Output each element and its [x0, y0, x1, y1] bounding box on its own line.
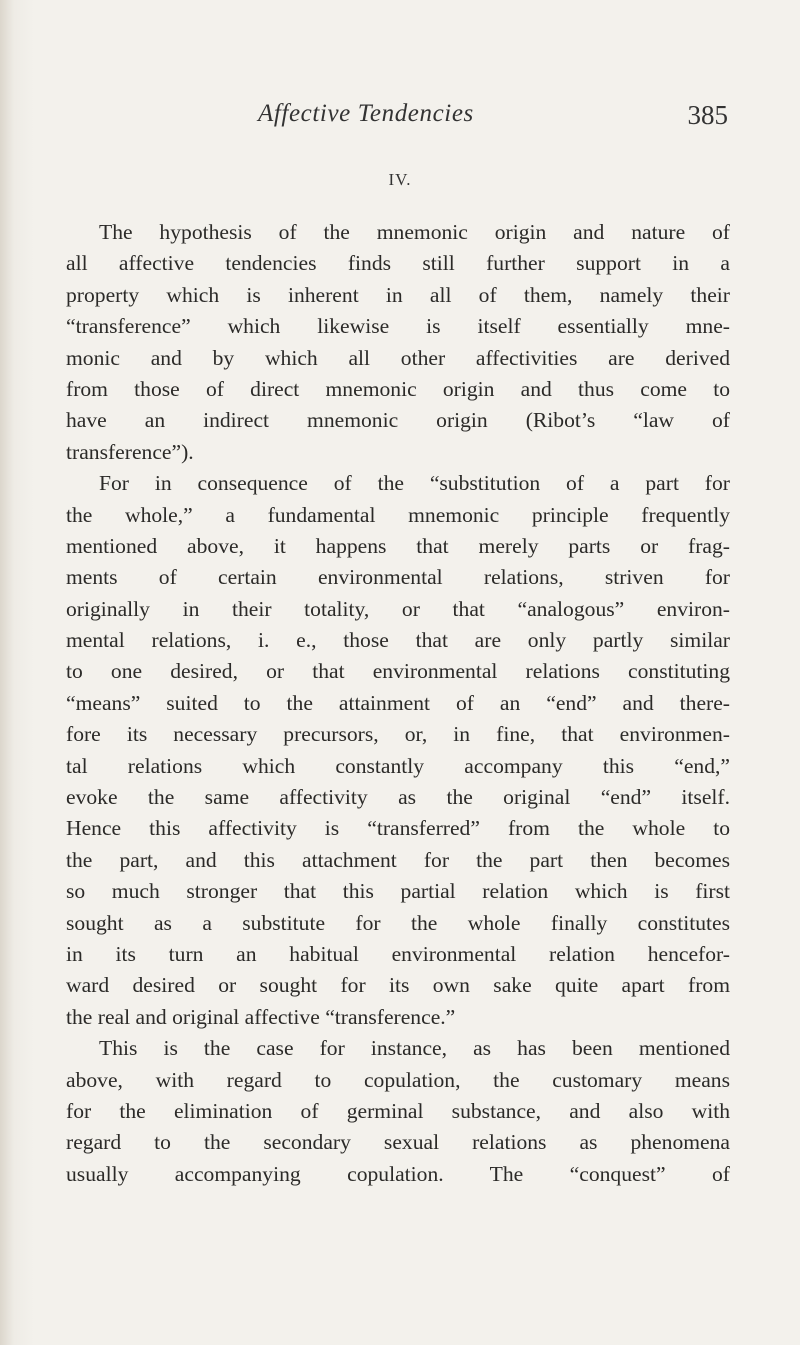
text-line: “means” suited to the attainment of an “end” and there-: [66, 690, 730, 715]
text-line: fore its necessary precursors, or, in fine, that environmen-: [66, 722, 730, 747]
text-line: the part, and this attachment for the part then becomes: [66, 847, 730, 872]
text-line: monic and by which all other affectivities are derived: [66, 345, 730, 370]
text-line: property which is inherent in all of them, namely their: [66, 282, 730, 307]
text-line: for the elimination of germinal substance, and also with: [66, 1098, 730, 1123]
text-line: tal relations which constantly accompany this “end,”: [66, 753, 730, 778]
text-line: mentioned above, it happens that merely parts or frag-: [66, 533, 730, 558]
text-line: The hypothesis of the mnemonic origin and nature of: [99, 220, 730, 244]
body-text: [66, 217, 730, 1190]
running-head: Affective Tendencies: [258, 100, 474, 127]
text-line: above, with regard to copulation, the customary means: [66, 1067, 730, 1092]
text-line: ward desired or sought for its own sake quite apart from: [66, 973, 730, 998]
text-line: all affective tendencies finds still further support in a: [66, 251, 730, 276]
text-line: from those of direct mnemonic origin and thus come to: [66, 376, 730, 401]
text-line: “transference” which likewise is itself essentially mne-: [66, 314, 730, 339]
text-line: have an indirect mnemonic origin (Ribot’s “law of: [66, 408, 730, 433]
text-line: to one desired, or that environmental relations constituting: [66, 659, 730, 684]
text-line: sought as a substitute for the whole finally constitutes: [66, 910, 730, 935]
text-line: in its turn an habitual environmental relation hencefor-: [66, 941, 730, 966]
text-line: so much stronger that this partial relation which is first: [66, 879, 730, 904]
page-number: 385: [687, 100, 728, 130]
text-line: evoke the same affectivity as the original “end” itself.: [66, 785, 730, 810]
text-line: Hence this affectivity is “transferred” from the whole to: [66, 816, 730, 841]
text-line: usually accompanying copulation. The “conquest” of: [66, 1161, 730, 1186]
section-number: IV.: [388, 170, 412, 189]
text-line: the whole,” a fundamental mnemonic principle frequently: [66, 502, 730, 527]
text-line: regard to the secondary sexual relations as phenomena: [66, 1130, 730, 1155]
text-line: the real and original affective “transference.”: [66, 1004, 456, 1029]
text-line: For in consequence of the “substitution of a part for: [99, 471, 730, 496]
text-line: originally in their totality, or that “analogous” environ-: [66, 596, 730, 621]
text-line: mental relations, i. e., those that are only partly similar: [66, 628, 730, 653]
text-line: ments of certain environmental relations, striven for: [66, 565, 730, 590]
text-line: This is the case for instance, as has been mentioned: [99, 1036, 730, 1061]
page-header: [258, 100, 728, 140]
text-line: transference”).: [66, 439, 194, 464]
